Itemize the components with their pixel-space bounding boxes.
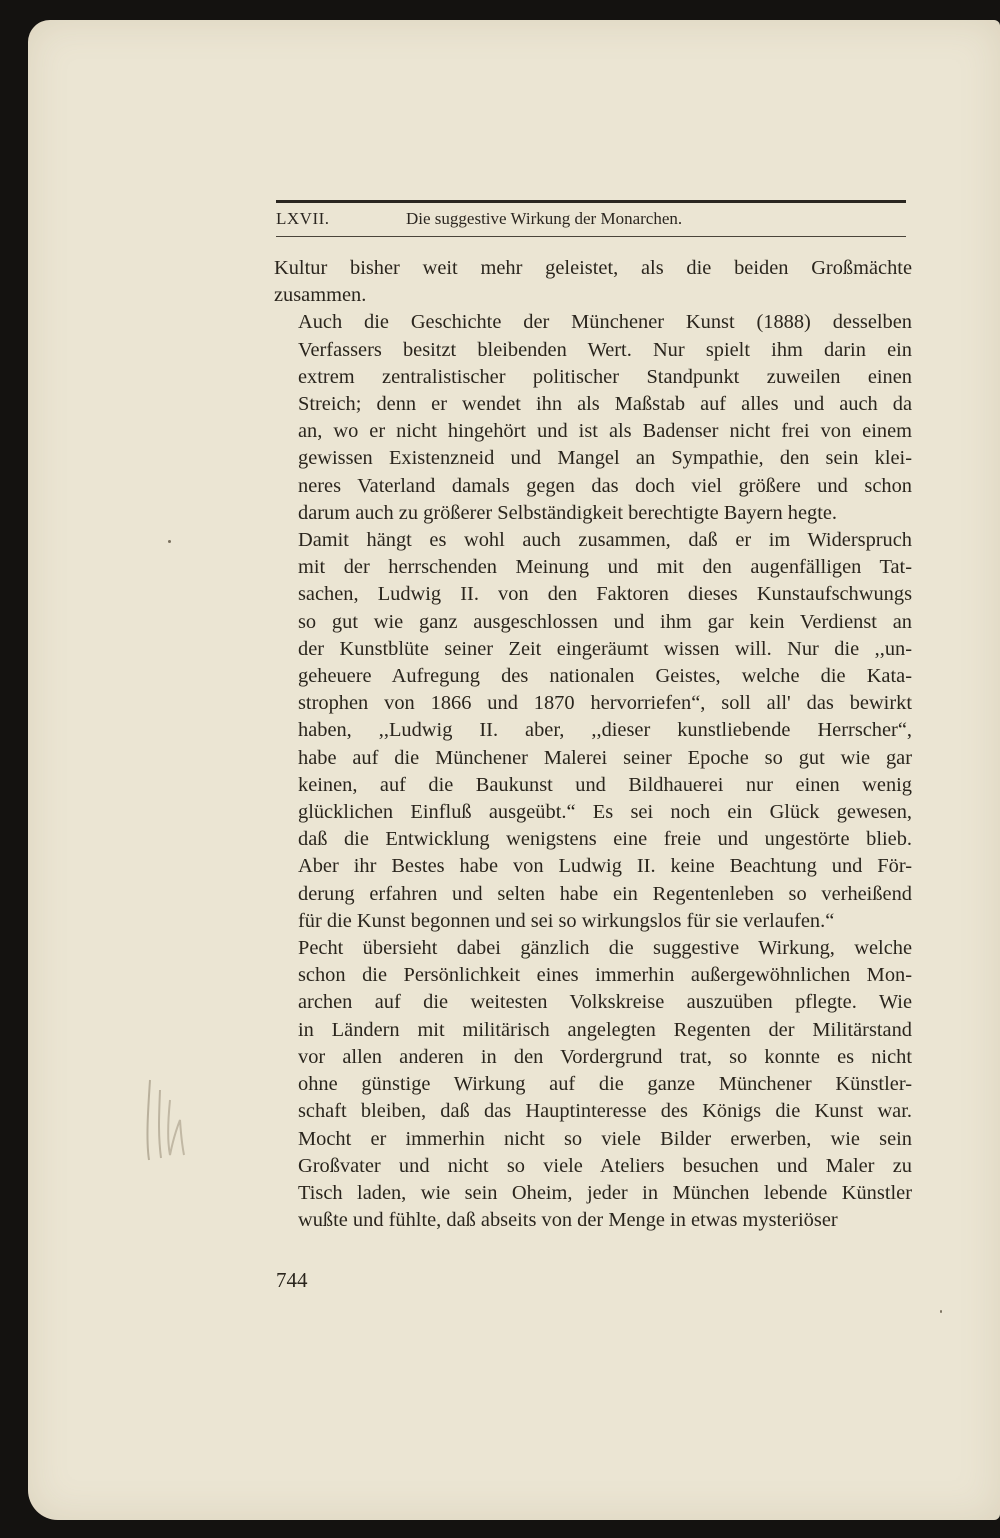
paper-speck xyxy=(168,540,171,543)
text-line: wußte und fühlte, daß abseits von der Menge in etwas mysteriöser xyxy=(298,1209,838,1232)
text-line: Großvater und nicht so viele Ateliers besuchen und Maler zu xyxy=(298,1154,912,1177)
page-number: 744 xyxy=(276,1268,308,1292)
pencil-marginal-mark xyxy=(140,1060,200,1170)
text-line: für die Kunst begonnen und sei so wirkungslos für sie verlaufen.“ xyxy=(298,909,835,932)
text-line: so gut wie ganz ausgeschlossen und ihm gar kein Verdienst an xyxy=(298,610,912,633)
text-line: der Kunstblüte seiner Zeit eingeräumt wissen will. Nur die ,,un- xyxy=(298,637,912,660)
text-line: zusammen. xyxy=(274,284,367,307)
text-line: Pecht übersieht dabei gänzlich die suggestive Wirkung, welche xyxy=(298,937,912,960)
text-line: neres Vaterland damals gegen das doch viel größere und schon xyxy=(298,474,912,497)
text-line: derung erfahren und selten habe ein Regentenleben so verheißend xyxy=(298,882,912,905)
text-line: glücklichen Einfluß ausgeübt.“ Es sei noch ein Glück gewesen, xyxy=(298,801,912,824)
text-line: archen auf die weitesten Volkskreise auszuüben pflegte. Wie xyxy=(298,991,912,1014)
text-line: Mocht er immerhin nicht so viele Bilder erwerben, wie sein xyxy=(298,1127,912,1150)
text-line: daß die Entwicklung wenigstens eine freie und ungestörte blieb. xyxy=(298,828,912,851)
text-line: Tisch laden, wie sein Oheim, jeder in München lebende Künstler xyxy=(298,1181,912,1204)
text-line: schon die Persönlichkeit eines immerhin außergewöhnlichen Mon- xyxy=(298,964,912,987)
paragraph xyxy=(274,309,912,527)
text-line: geheuere Aufregung des nationalen Geistes, welche die Kata- xyxy=(298,665,912,688)
paper-speck xyxy=(940,1310,942,1313)
text-line: gewissen Existenzneid und Mangel an Sympathie, den sein klei- xyxy=(298,447,912,470)
text-line: Streich; denn er wendet ihn als Maßstab auf alles und auch da xyxy=(298,393,912,416)
text-line: extrem zentralistischer politischer Standpunkt zuweilen einen xyxy=(298,365,912,388)
text-line: Verfassers besitzt bleibenden Wert. Nur spielt ihm darin ein xyxy=(298,338,912,361)
text-line: mit der herrschenden Meinung und mit den augenfälligen Tat- xyxy=(298,556,912,579)
text-line: vor allen anderen in den Vordergrund trat, so konnte es nicht xyxy=(298,1045,912,1068)
text-line: Aber ihr Bestes habe von Ludwig II. keine Beachtung und För- xyxy=(298,855,912,878)
text-line: Auch die Geschichte der Münchener Kunst (1888) desselben xyxy=(298,311,912,334)
text-line: Kultur bisher weit mehr geleistet, als die beiden Großmächte xyxy=(274,257,912,279)
text-line: strophen von 1866 und 1870 hervorriefen“, soll all' das bewirkt xyxy=(298,692,912,715)
text-line: darum auch zu größerer Selbständigkeit berechtigte Bayern hegte. xyxy=(298,501,838,524)
text-line: habe auf die Münchener Malerei seiner Epoche so gut wie gar xyxy=(298,746,912,769)
paragraph xyxy=(274,255,912,309)
text-line: in Ländern mit militärisch angelegten Regenten der Militärstand xyxy=(298,1018,912,1041)
text-line: sachen, Ludwig II. von den Faktoren dieses Kunstaufschwungs xyxy=(298,583,912,606)
paragraph xyxy=(274,935,912,1234)
text-line: ohne günstige Wirkung auf die ganze Münchener Künstler- xyxy=(298,1073,912,1096)
running-title: Die suggestive Wirkung der Monarchen. xyxy=(406,209,683,228)
body-text xyxy=(274,255,912,1234)
text-line: Damit hängt es wohl auch zusammen, daß er im Widerspruch xyxy=(298,529,912,552)
text-line: schaft bleiben, daß das Hauptinteresse des Königs die Kunst war. xyxy=(298,1100,912,1123)
text-line: keinen, auf die Baukunst und Bildhauerei nur einen wenig xyxy=(298,773,912,796)
header-rule-thick xyxy=(276,200,906,203)
text-line: an, wo er nicht hingehört und ist als Badenser nicht frei von einem xyxy=(298,420,912,443)
paragraph xyxy=(274,527,912,935)
header-rule-thin xyxy=(276,236,906,237)
text-line: haben, ,,Ludwig II. aber, ,,dieser kunstliebende Herrscher“, xyxy=(298,719,912,742)
running-head xyxy=(276,207,906,231)
chapter-number: LXVII. xyxy=(276,209,330,228)
